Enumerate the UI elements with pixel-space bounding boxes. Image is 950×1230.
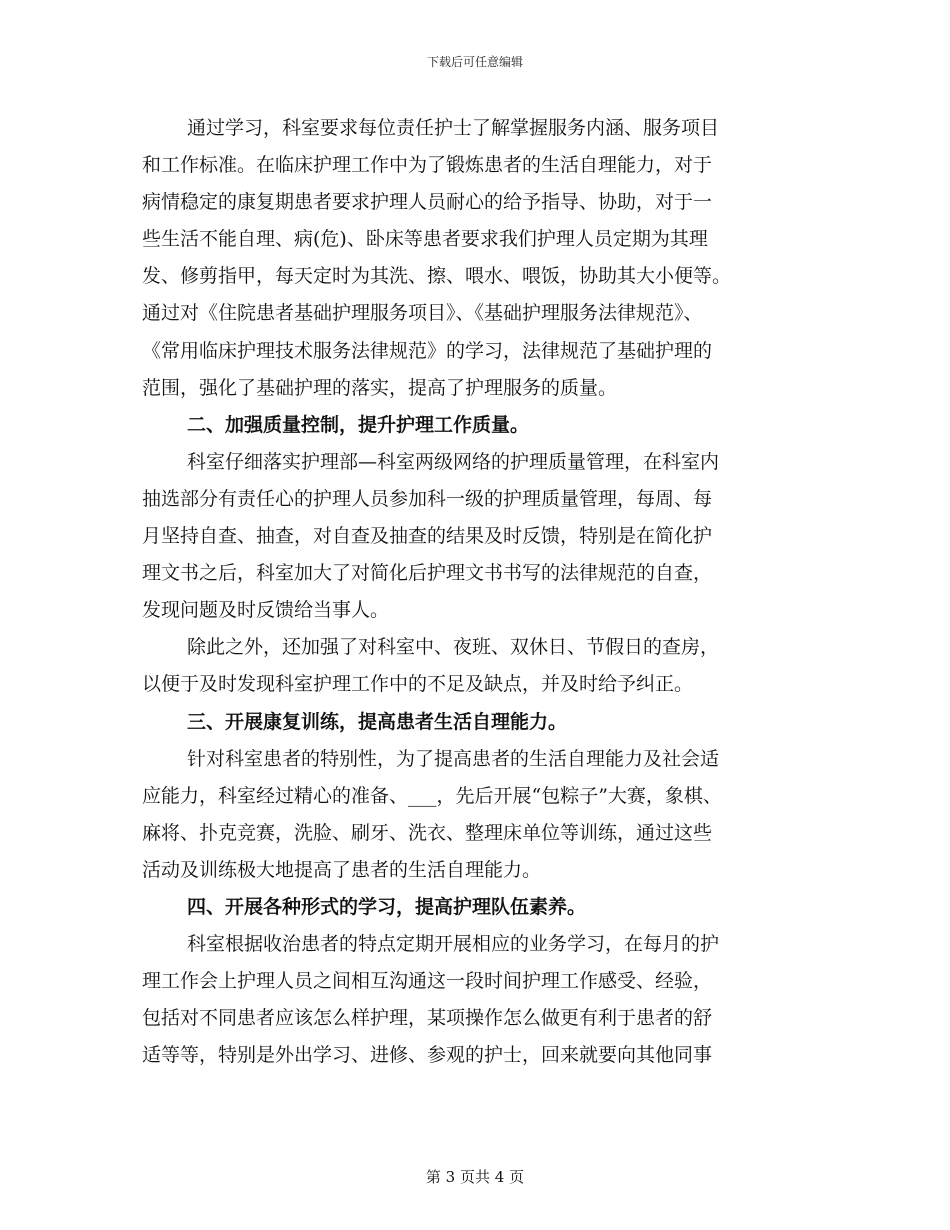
- paragraph-line: 应能力，科室经过精心的准备、___，先后开展“包粽子”大赛，象棋、: [142, 784, 722, 807]
- paragraph-line: 发现问题及时反馈给当事人。: [142, 599, 390, 622]
- paragraph-line: 理文书之后，科室加大了对简化后护理文书书写的法律规范的自查，: [142, 562, 713, 585]
- paragraph-line: 发、修剪指甲，每天定时为其洗、擦、喂水、喂饭，协助其大小便等。: [142, 265, 732, 288]
- paragraph-line: 针对科室患者的特别性，为了提高患者的生活自理能力及社会适: [187, 747, 720, 770]
- paragraph-line: 科室根据收治患者的特点定期开展相应的业务学习，在每月的护: [187, 933, 720, 956]
- paragraph-line: 以便于及时发现科室护理工作中的不足及缺点，并及时给予纠正。: [142, 673, 694, 696]
- paragraph-line: 抽选部分有责任心的护理人员参加科一级的护理质量管理，每周、每: [142, 487, 713, 510]
- paragraph-line: 科室仔细落实护理部—科室两级网络的护理质量管理，在科室内: [187, 450, 720, 473]
- page-header: 下载后可任意编辑: [426, 55, 523, 69]
- paragraph-line: 理工作会上护理人员之间相互沟通这一段时间护理工作感受、经验，: [142, 970, 713, 993]
- page-number: 第 3 页共 4 页: [425, 1168, 525, 1186]
- section-heading: 四、开展各种形式的学习，提高护理队伍素养。: [187, 895, 587, 918]
- paragraph-line: 包括对不同患者应该怎么样护理，某项操作怎么做更有利于患者的舒: [142, 1007, 713, 1030]
- paragraph-line: 适等等，特别是外出学习、进修、参观的护士，回来就要向其他同事: [142, 1044, 713, 1067]
- paragraph-line: 病情稳定的康复期患者要求护理人员耐心的给予指导、协助，对于一: [142, 191, 713, 214]
- paragraph-line: 范围，强化了基础护理的落实，提高了护理服务的质量。: [142, 376, 618, 399]
- paragraph-line: 除此之外，还加强了对科室中、夜班、双休日、节假日的查房，: [187, 636, 720, 659]
- paragraph-line: 月坚持自查、抽查，对自查及抽查的结果及时反馈，特别是在简化护: [142, 525, 713, 548]
- document-body: [142, 110, 822, 1074]
- paragraph-line: 通过对《住院患者基础护理服务项目》、《基础护理服务法律规范》、: [142, 302, 703, 325]
- paragraph-line: 《常用临床护理技术服务法律规范》的学习，法律规范了基础护理的: [142, 339, 713, 362]
- section-heading: 三、开展康复训练，提高患者生活自理能力。: [187, 710, 568, 733]
- paragraph-line: 通过学习，科室要求每位责任护士了解掌握服务内涵、服务项目: [187, 117, 720, 139]
- paragraph-line: 麻将、扑克竞赛，洗脸、刷牙、洗衣、整理床单位等训练，通过这些: [142, 821, 713, 844]
- paragraph-line: 些生活不能自理、病(危)、卧床等患者要求我们护理人员定期为其理: [142, 228, 708, 251]
- paragraph-line: 和工作标准。在临床护理工作中为了锻炼患者的生活自理能力，对于: [142, 154, 713, 177]
- paragraph-line: 活动及训练极大地提高了患者的生活自理能力。: [142, 858, 542, 881]
- section-heading: 二、加强质量控制，提升护理工作质量。: [187, 413, 530, 436]
